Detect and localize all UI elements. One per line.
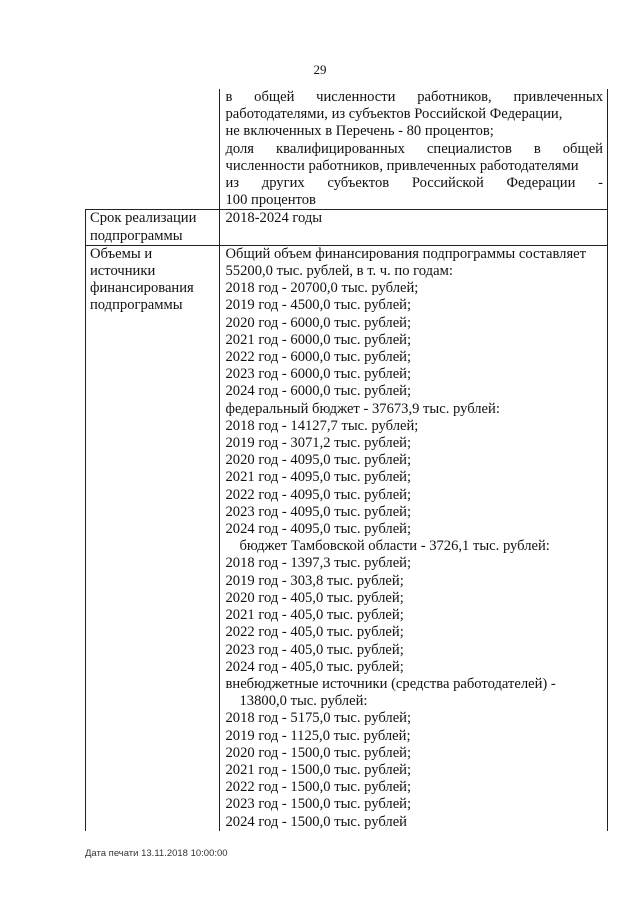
federal-year-line: 2020 год - 4095,0 тыс. рублей; bbox=[225, 452, 412, 469]
word: в bbox=[225, 89, 233, 105]
term-value: 2018-2024 годы bbox=[225, 210, 323, 227]
word: - bbox=[598, 175, 603, 192]
regional-year-line: 2018 год - 1397,3 тыс. рублей; bbox=[225, 555, 412, 572]
regional-year-line: 2022 год - 405,0 тыс. рублей; bbox=[225, 624, 404, 641]
extrabudget-header-line: 13800,0 тыс. рублей: bbox=[239, 693, 368, 710]
word: численности bbox=[316, 89, 396, 105]
federal-year-line: 2022 год - 4095,0 тыс. рублей; bbox=[225, 486, 412, 503]
regional-header: бюджет Тамбовской области - 3726,1 тыс. рублей: bbox=[239, 538, 550, 555]
funding-total-line: 55200,0 тыс. рублей, в т. ч. по годам: bbox=[225, 263, 453, 280]
word: привлеченных bbox=[513, 89, 603, 105]
extrabudget-year-line: 2023 год - 1500,0 тыс. рублей; bbox=[225, 796, 412, 813]
term-row bbox=[86, 210, 608, 245]
funding-label-line: финансирования bbox=[90, 280, 194, 297]
total-year-line: 2024 год - 6000,0 тыс. рублей; bbox=[225, 383, 412, 400]
extrabudget-year-line: 2021 год - 1500,0 тыс. рублей; bbox=[225, 761, 412, 778]
extrabudget-year-line: 2020 год - 1500,0 тыс. рублей; bbox=[225, 744, 412, 761]
word: в bbox=[533, 140, 541, 157]
federal-year-line: 2018 год - 14127,7 тыс. рублей; bbox=[225, 417, 419, 434]
federal-year-line: 2023 год - 4095,0 тыс. рублей; bbox=[225, 503, 412, 520]
word: других bbox=[261, 175, 305, 192]
targets-line: 100 процентов bbox=[225, 192, 316, 209]
print-date-footer: Дата печати 13.11.2018 10:00:00 bbox=[85, 848, 228, 859]
word: работников, bbox=[417, 89, 492, 105]
targets-line: работодателями, из субъектов Российской Федерации, bbox=[225, 106, 563, 123]
total-year-line: 2023 год - 6000,0 тыс. рублей; bbox=[225, 366, 412, 383]
funding-value-cell bbox=[219, 245, 608, 830]
extrabudget-year-line: 2024 год - 1500,0 тыс. рублей bbox=[225, 813, 407, 830]
funding-label-cell bbox=[86, 245, 220, 830]
funding-label-line: источники bbox=[90, 263, 156, 280]
term-label-line: Срок реализации bbox=[90, 210, 197, 227]
word: общей bbox=[254, 89, 295, 105]
funding-label-line: Объемы и bbox=[90, 245, 153, 262]
word: субъектов bbox=[327, 175, 390, 192]
targets-label-cell bbox=[86, 89, 220, 210]
total-year-line: 2021 год - 6000,0 тыс. рублей; bbox=[225, 331, 412, 348]
targets-line bbox=[226, 141, 604, 158]
targets-line: не включенных в Перечень - 80 процентов; bbox=[225, 123, 494, 140]
term-label-line: подпрограммы bbox=[90, 227, 183, 244]
federal-year-line: 2021 год - 4095,0 тыс. рублей; bbox=[225, 469, 412, 486]
targets-line: численности работников, привлеченных работодателями bbox=[225, 157, 579, 174]
word: из bbox=[225, 175, 240, 192]
regional-year-line: 2024 год - 405,0 тыс. рублей; bbox=[225, 658, 404, 675]
funding-total-line: Общий объем финансирования подпрограммы составляет bbox=[225, 245, 587, 262]
regional-year-line: 2021 год - 405,0 тыс. рублей; bbox=[225, 607, 404, 624]
federal-year-line: 2024 год - 4095,0 тыс. рублей; bbox=[225, 521, 412, 538]
word: квалифицированных bbox=[276, 140, 405, 157]
regional-year-line: 2020 год - 405,0 тыс. рублей; bbox=[225, 589, 404, 606]
regional-year-line: 2023 год - 405,0 тыс. рублей; bbox=[225, 641, 404, 658]
extrabudget-header-line: внебюджетные источники (средства работодателей) - bbox=[225, 675, 556, 692]
word: Российской bbox=[411, 175, 484, 192]
term-value-cell bbox=[219, 210, 608, 245]
funding-label-line: подпрограммы bbox=[90, 297, 183, 314]
federal-year-line: 2019 год - 3071,2 тыс. рублей; bbox=[225, 435, 412, 452]
term-label-cell bbox=[86, 210, 220, 245]
total-year-line: 2020 год - 6000,0 тыс. рублей; bbox=[225, 314, 412, 331]
total-year-line: 2018 год - 20700,0 тыс. рублей; bbox=[225, 280, 419, 297]
word: доля bbox=[225, 140, 255, 157]
targets-line bbox=[226, 175, 604, 192]
federal-header: федеральный бюджет - 37673,9 тыс. рублей: bbox=[225, 400, 500, 417]
regional-year-line: 2019 год - 303,8 тыс. рублей; bbox=[225, 572, 404, 589]
targets-line bbox=[226, 89, 604, 106]
targets-value-cell bbox=[219, 89, 608, 210]
funding-row bbox=[86, 245, 608, 830]
targets-row bbox=[86, 89, 608, 210]
word: общей bbox=[562, 140, 603, 157]
total-year-line: 2022 год - 6000,0 тыс. рублей; bbox=[225, 349, 412, 366]
page-number: 29 bbox=[313, 62, 327, 77]
word: специалистов bbox=[426, 140, 512, 157]
total-year-line: 2019 год - 4500,0 тыс. рублей; bbox=[225, 297, 412, 314]
extrabudget-year-line: 2018 год - 5175,0 тыс. рублей; bbox=[225, 710, 412, 727]
passport-table bbox=[85, 89, 608, 831]
extrabudget-year-line: 2022 год - 1500,0 тыс. рублей; bbox=[225, 779, 412, 796]
extrabudget-year-line: 2019 год - 1125,0 тыс. рублей; bbox=[225, 727, 411, 744]
word: Федерации bbox=[506, 175, 576, 192]
